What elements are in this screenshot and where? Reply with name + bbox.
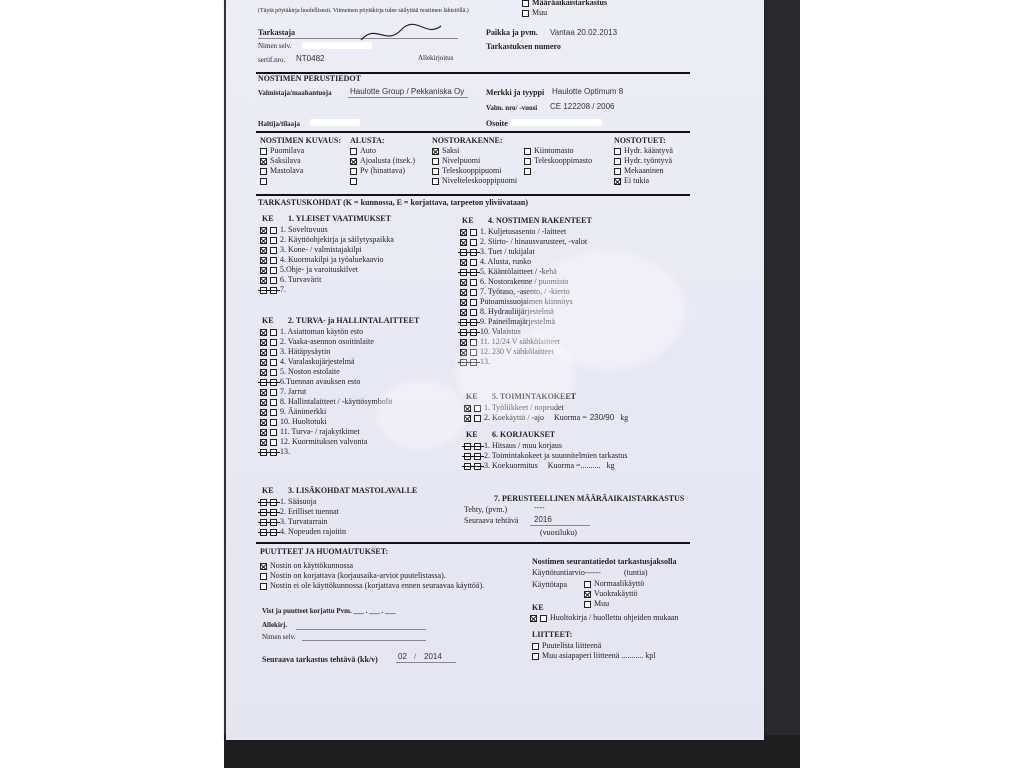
e-checkbox[interactable] xyxy=(470,229,477,236)
section-2-items xyxy=(260,327,392,457)
e-checkbox[interactable] xyxy=(270,369,277,376)
k-checkbox[interactable] xyxy=(260,389,267,396)
inspection-item[interactable] xyxy=(460,237,587,247)
top-note: (Täytä pöytäkirja huolellisesti. Viimeinen pöytäkirja tulee säilyttää nostimen lähistöllä.) xyxy=(258,8,469,14)
inspection-item[interactable] xyxy=(260,517,346,527)
e-checkbox[interactable] xyxy=(470,249,477,256)
next-inspection-year: 2014 xyxy=(424,652,442,661)
item-label: 3. Turvatarrain xyxy=(280,517,328,526)
defect-option-repair[interactable]: Nostin on korjattava (korjausaika-arviot puutelistassa). xyxy=(260,571,484,581)
inspection-item[interactable] xyxy=(260,265,394,275)
inspection-item[interactable] xyxy=(260,357,392,367)
item-label: 11. Turva- / rajakytkimet xyxy=(280,427,360,436)
periodic-year-label: (vuosiluku) xyxy=(540,528,577,537)
defect-option-not-ok[interactable]: Nostin ei ole käyttökunnossa (korjattava ennen seuraavaa käyttöä). xyxy=(260,581,484,591)
inspection-item[interactable] xyxy=(260,447,392,457)
ke-label: KE xyxy=(466,392,478,401)
item-label: 5. Noston estolaite xyxy=(280,367,340,376)
e-checkbox[interactable] xyxy=(270,529,277,536)
place-date-label: Paikka ja pvm. xyxy=(486,28,538,37)
item-label: 2. Käyttöohjekirja ja säilytyspaikka xyxy=(280,235,394,244)
inspection-item[interactable] xyxy=(260,397,392,407)
k-checkbox[interactable] xyxy=(260,409,267,416)
section-6-title: 6. KORJAUKSET xyxy=(492,430,556,439)
load-value: 230/90 xyxy=(589,413,615,422)
e-checkbox[interactable] xyxy=(270,339,277,346)
signature-scribble xyxy=(356,18,446,48)
section-2-title: 2. TURVA- ja HALLINTALAITTEET xyxy=(288,316,420,325)
owner-label: Haltija/tilaaja xyxy=(258,120,300,128)
k-checkbox[interactable] xyxy=(460,299,467,306)
attachment-other-doc[interactable]: Muu asiapaperi liitteenä ........... kpl xyxy=(532,651,656,661)
item-label: 2. Vaaka-asennon osoitinlaite xyxy=(280,337,374,346)
redacted-owner xyxy=(310,119,360,126)
e-checkbox[interactable] xyxy=(270,237,277,244)
k-checkbox[interactable] xyxy=(260,349,267,356)
e-checkbox[interactable] xyxy=(470,269,477,276)
item-label: 2. Toimintakokeet ja suunnitelmien tarkastus xyxy=(484,451,628,460)
k-checkbox[interactable] xyxy=(260,439,267,446)
monitoring-hours-label: Käyttötuntiarvio------ xyxy=(532,568,601,577)
attachments-list xyxy=(532,641,656,661)
e-checkbox[interactable] xyxy=(470,309,477,316)
e-checkbox[interactable] xyxy=(270,429,277,436)
k-checkbox[interactable] xyxy=(260,519,267,526)
k-checkbox[interactable] xyxy=(260,429,267,436)
group-mast: Kiintomasto Teleskooppimasto xyxy=(524,146,592,176)
e-checkbox[interactable] xyxy=(270,329,277,336)
monitoring-title: Nostimen seurantatiedot tarkastusjaksolla xyxy=(532,557,677,566)
item-label: 3. Tuet / tukijalat xyxy=(480,247,535,256)
monitoring-usage-options xyxy=(584,579,644,609)
ke-label: KE xyxy=(462,216,474,225)
k-checkbox[interactable] xyxy=(260,529,267,536)
load-unit: kg xyxy=(606,461,615,470)
e-checkbox[interactable] xyxy=(470,289,477,296)
e-checkbox[interactable] xyxy=(270,287,277,294)
item-label: 4. Alusta, runko xyxy=(480,257,532,266)
k-checkbox[interactable] xyxy=(260,379,267,386)
serial-year-value: CE 122208 / 2006 xyxy=(550,102,615,111)
next-inspection-month: 02 xyxy=(398,652,407,661)
periodic-next-label: Seuraava tehtävä xyxy=(464,516,519,525)
item-label: 12. Kuormituksen valvonta xyxy=(280,437,368,446)
e-checkbox[interactable] xyxy=(270,519,277,526)
e-checkbox[interactable] xyxy=(270,389,277,396)
e-checkbox[interactable] xyxy=(270,379,277,386)
e-checkbox[interactable] xyxy=(474,463,481,470)
k-checkbox[interactable] xyxy=(460,289,467,296)
k-checkbox[interactable] xyxy=(460,269,467,276)
inspection-item[interactable] xyxy=(260,417,392,427)
item-label: 7. Jarrut xyxy=(280,387,307,396)
item-label: 6.Tuennan avauksen esto xyxy=(280,377,361,386)
inspection-item[interactable] xyxy=(460,247,587,257)
inspection-item[interactable] xyxy=(260,225,394,235)
e-checkbox[interactable] xyxy=(470,329,477,336)
inspection-item[interactable] xyxy=(260,347,392,357)
cert-value: NT0482 xyxy=(296,54,325,63)
ke-label: KE xyxy=(262,316,274,325)
item-label: 1. Asiattoman käytön esto xyxy=(280,327,364,336)
section-3-items xyxy=(260,497,346,537)
item-label: 7. Työtaso, -asento, / -kierto xyxy=(480,287,570,296)
e-checkbox[interactable] xyxy=(470,279,477,286)
k-checkbox[interactable] xyxy=(260,339,267,346)
k-checkbox[interactable] xyxy=(260,277,267,284)
inspection-title: TARKASTUSKOHDAT (K = kunnossa, E = korjattava, tarpeeton yliviivataan) xyxy=(258,198,529,207)
item-label: 4. Varalaskujärjestelmä xyxy=(280,357,355,366)
e-checkbox[interactable] xyxy=(474,443,481,450)
e-checkbox[interactable] xyxy=(270,509,277,516)
clipboard-edge xyxy=(764,0,800,768)
item-label: 2. Siirto- / hinausvarusteet, -valot xyxy=(480,237,588,246)
e-checkbox[interactable] xyxy=(270,349,277,356)
item-label: 6. Nostorakenne / puomisto xyxy=(480,277,569,286)
monitoring-usage-label: Käyttötapa xyxy=(532,580,568,589)
load-label: Kuorma = xyxy=(553,413,587,422)
e-checkbox[interactable] xyxy=(270,419,277,426)
k-checkbox[interactable] xyxy=(260,287,267,294)
inspection-item[interactable] xyxy=(260,275,394,285)
group-description: NOSTIMEN KUVAUS: Puomilava Saksilava Mastolava xyxy=(260,136,341,186)
e-checkbox[interactable] xyxy=(270,449,277,456)
monitoring-ke-label: KE xyxy=(532,603,544,612)
usage-normal[interactable]: Normaalikäyttö xyxy=(584,579,644,589)
item-label: 9. Paineilmajärjestelmä xyxy=(480,317,556,326)
k-checkbox[interactable] xyxy=(260,359,267,366)
monitoring-hours-unit: (tuntia) xyxy=(624,568,648,577)
make-type-label: Merkki ja tyyppi xyxy=(486,88,545,97)
type-option-other[interactable]: Muu xyxy=(522,8,547,18)
item-label: 3. Hätäpysäytin xyxy=(280,347,331,356)
k-checkbox[interactable] xyxy=(260,227,267,234)
item-label: 8. Hallintalaitteet / -käyttösymbolit xyxy=(280,397,393,406)
inspection-item[interactable] xyxy=(260,427,392,437)
item-label: 4. Nopeuden rajoitin xyxy=(280,527,346,536)
k-checkbox[interactable] xyxy=(260,329,267,336)
place-date-value: Vantaa 20.02.2013 xyxy=(550,28,618,37)
item-label: 7. xyxy=(280,285,286,294)
item-label: 1. Hitsaus / muu korjaus xyxy=(484,441,562,450)
item-label: 2. Erilliset tuennat xyxy=(280,507,339,516)
inspection-item[interactable] xyxy=(260,407,392,417)
e-checkbox[interactable] xyxy=(270,277,277,284)
item-label: 13. xyxy=(480,357,490,366)
item-label: 1. Työliikkeet / nopeudet xyxy=(484,403,564,412)
group-outriggers: NOSTOTUET: Hydr. kääntyvä Hydr. työntyvä Mekaaninen Ei tukia xyxy=(614,136,673,185)
ke-label: KE xyxy=(466,430,478,439)
k-checkbox[interactable] xyxy=(460,339,467,346)
k-checkbox[interactable] xyxy=(260,419,267,426)
basic-info-title: NOSTIMEN PERUSTIEDOT xyxy=(258,74,361,83)
section-4-title: 4. NOSTIMEN RAKENTEET xyxy=(488,216,592,225)
k-checkbox[interactable] xyxy=(460,329,467,336)
serial-year-label: Valm. nro/ -vuosi xyxy=(486,104,538,112)
inspection-item[interactable] xyxy=(260,437,392,447)
k-checkbox[interactable] xyxy=(260,267,267,274)
next-inspection-label: Seuraava tarkastus tehtävä (kk/v) xyxy=(262,655,378,664)
periodic-next-value: 2016 xyxy=(534,515,552,524)
inspection-item[interactable] xyxy=(260,337,392,347)
e-checkbox[interactable] xyxy=(470,319,477,326)
manufacturer-value: Haulotte Group / Pekkaniska Oy xyxy=(350,87,465,96)
k-checkbox[interactable] xyxy=(460,229,467,236)
item-label: 11. 12/24 V sähkölaitteet xyxy=(480,337,560,346)
inspection-form-sheet: (Täytä pöytäkirja huolellisesti. Viimeinen pöytäkirja tulee säilyttää nostimen lähistöllä.) Määräaikaistarkastus Muu Tarkastaja Nimen selv. sertif.nro. NT0482 Allekirjoitus Paikka ja pvm. Vantaa 20.02.2013 Tarkastuksen numero NOSTIMEN PERUSTIEDOT Valmistaja/maahantuoja Haulotte Group / Pekkaniska Oy Merkki ja tyyppi Haulotte Optimum 8 Valm. nro/ -vuosi CE 122208 / 2006 Haltija/tilaaja Osoite NOSTIMEN KUVAUS: Puomilava Saksilava Mastolava ALUSTA: Auto Ajoalusta (itsek.) Pv (hinattava) NOSTORAKENNE: Saksi Nivelpuomi Teleskooppipuomi Nivelteleskooppipuomi Kiintomasto Teleskooppimasto NOSTOTUET: Hydr. kääntyvä Hydr. työntyvä Mekaaninen Ei tukia TARKASTUSKOHDAT (K = kunnossa, E = korjattava, tarpeeton yliviivataan) KE 1. YLEISET VAATIMUKSET 1. Soveltuvuus 2. Käyttöohjekirja ja säilytyspaikka 3. Kone- / valmistajakilpi 4. Kuormakilpi ja työaluekaavio 5.Ohje- ja varoituskilvet 6. Turvavärit 7. KE 2. TURVA- ja HALLINTALAITTEET 1. Asiattoman käytön esto 2. Vaaka-asennon osoitinlaite 3. Hätäpysäytin 4. Varalaskujärjestelmä 5. Noston estolaite 6.Tuennan avauksen esto 7. Jarrut 8. Hallintalaitteet / -käyttösymbolit 9. Äänimerkki 10. Huoltotuki 11. Turva- / rajakytkimet 12. Kuormituksen valvonta 13. KE 3. LISÄKOHDAT MASTOLAVALLE 1. Sääsuoja 2. Erilliset tuennat 3. Turvatarrain 4. Nopeuden rajoitin KE 4. NOSTIMEN RAKENTEET 1. Kuljetusasento / -laitteet 2. Siirto- / hinausvarusteet, -valot 3. Tuet / tukijalat 4. Alusta, runko 5. Kääntölaitteet / -kehä 6. Nostorakenne / puomisto 7. Työtaso, -asento, / -kierto Putoamissuojaimen kiinnitys 8. Hydrauliijärjestelmä 9. Paineilmajärjestelmä 10. Valaistus 11. 12/24 V sähkölaitteet 12. 230 V sähkölaitteet 13. KE 5. TOIMINTAKOKEET 1. Työliikkeet / nopeudet 2. Koekäyttö / -ajo Kuorma = 230/90 kg KE 6. KORJAUKSET 1. Hitsaus / muu korjaus 2. Toimintakokeet ja suunnitelmien tarkastus 3. Koekuormitus Kuorma =.......... kg 7. PERUSTEELLINEN MÄÄRÄAIKAISTARKASTUS Tehty, (pvm.) ---- Seuraava tehtävä 2016 (vuosiluku) PUUTTEET JA HUOMAUTUKSET: Nostin on käyttökunnossa Nostin on korjattava (korjausaika-arviot puutelistassa). Nostin ei ole käyttökunnossa (korjattava ennen seuraavaa käyttöä). Vist ja puutteet korjattu Pvm. ___ . ___ . ___ Allekirj. Nimen selv. Seuraava tarkastus tehtävä (kk/v) 02 / 2014 Nostimen seurantatiedot tarkastusjaksolla Käyttötuntiarvio------ (tuntia) Käyttötapa Normaalikäyttö Vuokrakäyttö Muu KE Huoltokirja / huollettu ohjeiden mukaan LIITTEET: Puutelista liitteenä Muu asiapaperi liitteenä ........... kpl xyxy=(226,0,764,740)
usage-rental[interactable]: Vuokrakäyttö xyxy=(584,589,644,599)
item-label: 2. Koekäyttö / -ajo xyxy=(484,413,544,422)
defects-signature-label: Allekirj. xyxy=(262,621,288,629)
periodic-title: 7. PERUSTEELLINEN MÄÄRÄAIKAISTARKASTUS xyxy=(494,494,685,503)
section-1-items xyxy=(260,225,394,295)
inspection-item[interactable] xyxy=(260,377,392,387)
inspection-item[interactable] xyxy=(260,527,346,537)
section-1-title: 1. YLEISET VAATIMUKSET xyxy=(288,214,391,223)
e-checkbox[interactable] xyxy=(470,299,477,306)
k-checkbox[interactable] xyxy=(464,443,471,450)
inspection-item[interactable] xyxy=(464,451,628,461)
k-checkbox[interactable] xyxy=(460,319,467,326)
item-label: 12. 230 V sähkölaitteet xyxy=(480,347,554,356)
make-type-value: Haulotte Optimum 8 xyxy=(552,87,624,96)
inspection-item[interactable] xyxy=(260,507,346,517)
inspection-item[interactable] xyxy=(260,245,394,255)
inspector-label: Tarkastaja xyxy=(258,28,296,37)
address-label: Osoite xyxy=(486,119,508,128)
cert-label: sertif.nro. xyxy=(258,56,286,64)
inspection-item[interactable] xyxy=(260,235,394,245)
e-checkbox[interactable] xyxy=(470,259,477,266)
defects-fixed-label: Vist ja puutteet korjattu Pvm. ___ . ___ . ___ xyxy=(262,607,396,615)
k-checkbox[interactable] xyxy=(460,309,467,316)
monitoring-manual[interactable]: Huoltokirja / huollettu ohjeiden mukaan xyxy=(530,613,678,623)
defects-title: PUUTTEET JA HUOMAUTUKSET: xyxy=(260,547,389,556)
e-checkbox[interactable] xyxy=(270,267,277,274)
periodic-done-label: Tehty, (pvm.) xyxy=(464,505,508,514)
e-checkbox[interactable] xyxy=(474,415,481,422)
e-checkbox[interactable] xyxy=(270,499,277,506)
attachments-title: LIITTEET: xyxy=(532,630,573,639)
inspection-number-label: Tarkastuksen numero xyxy=(486,42,561,51)
group-lift-structure: NOSTORAKENNE: Saksi Nivelpuomi Teleskooppipuomi Nivelteleskooppipuomi xyxy=(432,136,518,185)
e-checkbox[interactable] xyxy=(270,409,277,416)
e-checkbox[interactable] xyxy=(270,439,277,446)
item-label: 1. Kuljetusasento / -laitteet xyxy=(480,227,567,236)
defects-options xyxy=(260,561,484,591)
k-checkbox[interactable] xyxy=(260,399,267,406)
k-checkbox[interactable] xyxy=(460,249,467,256)
defects-name-label: Nimen selv. xyxy=(262,633,296,641)
inspection-item[interactable] xyxy=(260,367,392,377)
k-checkbox[interactable] xyxy=(260,449,267,456)
item-label: 5. Kääntölaitteet / -kehä xyxy=(480,267,557,276)
k-checkbox[interactable] xyxy=(260,237,267,244)
usage-other[interactable]: Muu xyxy=(584,599,644,609)
inspection-item[interactable] xyxy=(260,255,394,265)
item-label: 1. Soveltuvuus xyxy=(280,225,328,234)
inspection-item[interactable] xyxy=(260,387,392,397)
name-label: Nimen selv. xyxy=(258,42,292,50)
item-label: 1. Sääsuoja xyxy=(280,497,317,506)
inspection-item[interactable] xyxy=(464,461,628,471)
k-checkbox[interactable] xyxy=(460,239,467,246)
item-label: Putoamissuojaimen kiinnitys xyxy=(480,297,573,306)
signature-label: Allekirjoitus xyxy=(418,54,454,62)
item-label: 3. Kone- / valmistajakilpi xyxy=(280,245,362,254)
item-label: 9. Äänimerkki xyxy=(280,407,327,416)
section-6-items xyxy=(464,441,628,471)
e-checkbox[interactable] xyxy=(270,399,277,406)
load-label: Kuorma =.......... xyxy=(547,461,601,470)
inspection-item[interactable] xyxy=(464,441,628,451)
e-checkbox[interactable] xyxy=(270,227,277,234)
e-checkbox[interactable] xyxy=(474,453,481,460)
redacted-address xyxy=(510,119,602,126)
e-checkbox[interactable] xyxy=(270,359,277,366)
ke-label: KE xyxy=(262,486,274,495)
e-checkbox[interactable] xyxy=(470,239,477,246)
k-checkbox[interactable] xyxy=(460,259,467,266)
k-checkbox[interactable] xyxy=(260,369,267,376)
defect-option-ok[interactable]: Nostin on käyttökunnossa xyxy=(260,561,484,571)
inspection-item[interactable] xyxy=(260,285,394,295)
k-checkbox[interactable] xyxy=(260,257,267,264)
k-checkbox[interactable] xyxy=(460,279,467,286)
e-checkbox[interactable] xyxy=(270,247,277,254)
item-label: 3. Koekuormitus xyxy=(484,461,538,470)
k-checkbox[interactable] xyxy=(260,509,267,516)
k-checkbox[interactable] xyxy=(260,499,267,506)
type-option-periodic[interactable]: Määräaikaistarkastus xyxy=(522,0,607,8)
e-checkbox[interactable] xyxy=(270,257,277,264)
group-chassis: ALUSTA: Auto Ajoalusta (itsek.) Pv (hinattava) xyxy=(350,136,415,186)
periodic-done-value: ---- xyxy=(534,503,545,512)
item-label: 10. Valaistus xyxy=(480,327,521,336)
attachment-defects-list[interactable]: Puutelista liitteenä xyxy=(532,641,656,651)
section-5-title: 5. TOIMINTAKOKEET xyxy=(492,392,577,401)
ke-label: KE xyxy=(262,214,274,223)
k-checkbox[interactable] xyxy=(464,453,471,460)
item-label: 4. Kuormakilpi ja työaluekaavio xyxy=(280,255,384,264)
section-3-title: 3. LISÄKOHDAT MASTOLAVALLE xyxy=(288,486,418,495)
item-label: 8. Hydrauliijärjestelmä xyxy=(480,307,554,316)
inspection-item[interactable] xyxy=(260,497,346,507)
item-label: 10. Huoltotuki xyxy=(280,417,327,426)
manufacturer-label: Valmistaja/maahantuoja xyxy=(258,89,332,97)
k-checkbox[interactable] xyxy=(464,463,471,470)
item-label: 6. Turvavärit xyxy=(280,275,322,284)
k-checkbox[interactable] xyxy=(260,247,267,254)
inspection-item[interactable] xyxy=(260,327,392,337)
inspection-item[interactable] xyxy=(460,227,587,237)
item-label: 13. xyxy=(280,447,290,456)
load-unit: kg xyxy=(620,413,629,422)
item-label: 5.Ohje- ja varoituskilvet xyxy=(280,265,358,274)
